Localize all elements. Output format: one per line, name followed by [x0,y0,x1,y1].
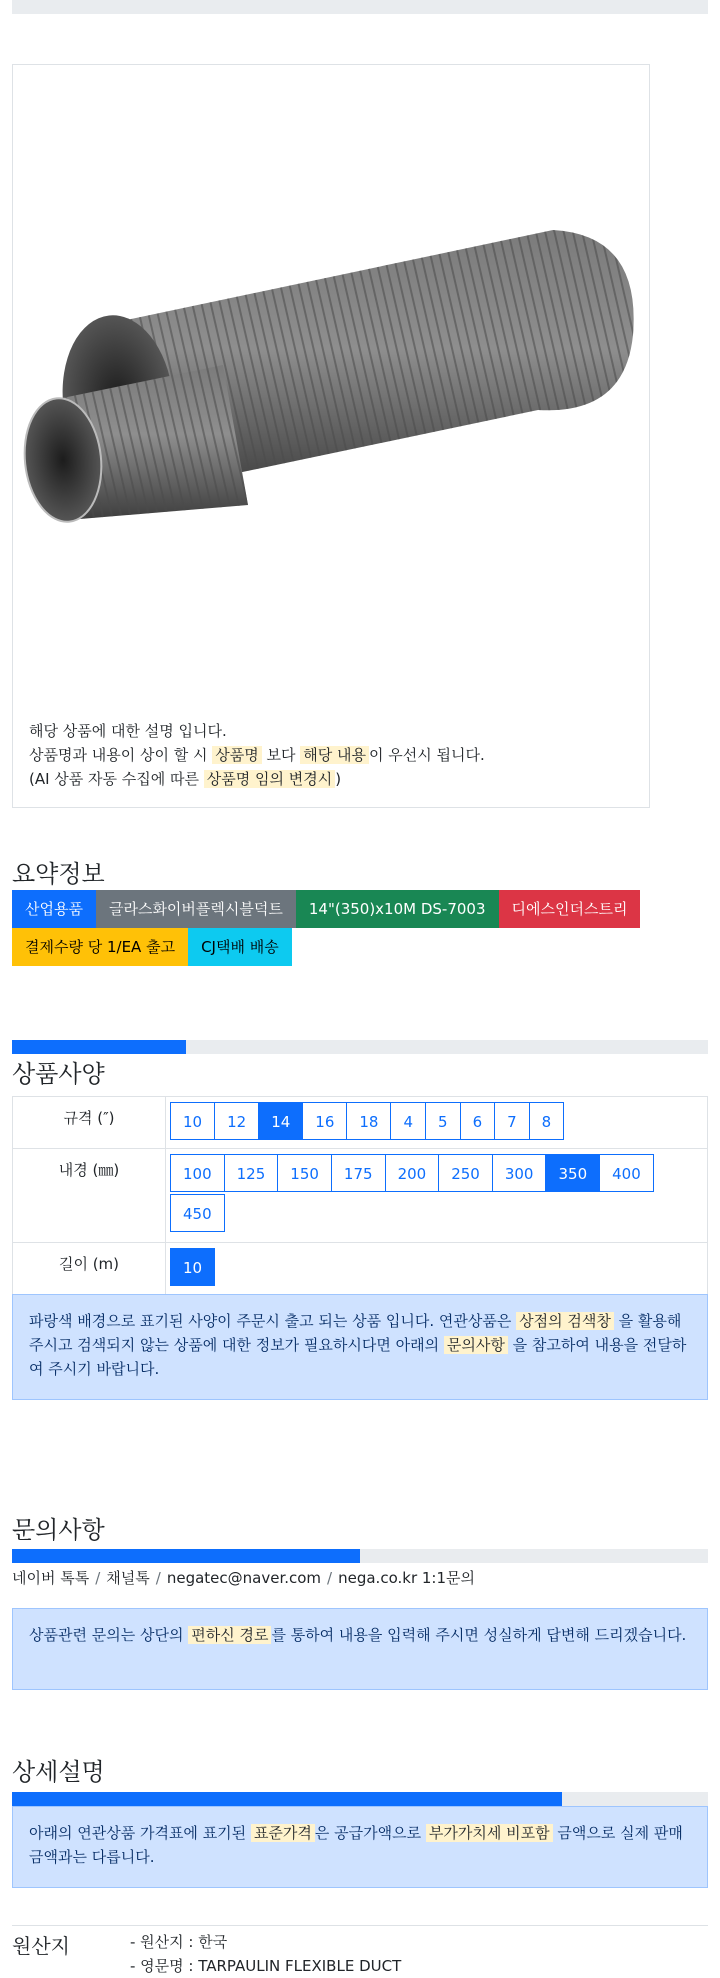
diameter-option-250[interactable]: 250 [438,1154,493,1192]
desc-text: 이 우선시 됩니다. [368,746,485,764]
detail-progress-fill [12,1792,562,1806]
notice-text: 을 참고하여 내용을 전달하여 주시기 바랍니다. [29,1336,687,1378]
notice-text: 파랑색 배경으로 표기된 사양이 주문시 출고 되는 상품 입니다. 연관상품은 [29,1312,517,1330]
size-option-4[interactable]: 4 [390,1102,426,1140]
notice-text: 를 통하여 내용을 입력해 주시면 성실하게 답변해 드리겠습니다. [271,1626,687,1644]
notice-text: 을 활용해 주시고 검색되지 않는 상품에 대한 정보가 필요하시다면 아래의 [29,1312,682,1354]
breadcrumb-separator: / [155,1569,161,1587]
badge-category: 산업용품 [12,890,96,928]
link-email[interactable]: negatec@naver.com [166,1569,322,1587]
highlight-name-change: 상품명 임의 변경시 [204,770,335,788]
link-channel-talk[interactable]: 채널톡 [106,1569,150,1587]
badge-maker: 디에스인더스트리 [499,890,641,928]
diameter-option-200[interactable]: 200 [385,1154,440,1192]
breadcrumb-separator: / [327,1569,333,1587]
origin-list [130,1930,401,1978]
diameter-option-100[interactable]: 100 [170,1154,225,1192]
spec-progress-bar [12,1040,708,1054]
diameter-option-450[interactable]: 450 [170,1194,225,1232]
inquiry-notice-alert [12,1608,708,1690]
spec-progress-fill [12,1040,186,1054]
desc-text: 상품명과 내용이 상이 할 시 [29,746,213,764]
product-description [29,719,485,791]
badge-model: 14"(350)x10M DS-7003 [296,890,499,928]
highlight-search: 상점의 검색창 [516,1312,614,1330]
desc-line-3 [29,767,485,791]
highlight-vat-excluded: 부가가치세 비포함 [426,1824,553,1842]
spec-row-diameter [13,1149,708,1243]
size-option-12[interactable]: 12 [214,1102,259,1140]
notice-text: 상품관련 문의는 상단의 [29,1626,189,1644]
desc-text: 보다 [261,746,301,764]
notice-text: 아래의 연관상품 가격표에 표기된 [29,1824,251,1842]
highlight-route: 편하신 경로 [188,1626,271,1644]
summary-title: 요약정보 [12,860,105,888]
highlight-product-name: 상품명 [212,746,261,764]
spec-label-length: 길이 (m) [13,1243,166,1295]
length-option-group [170,1248,703,1286]
inquiry-progress-bar [12,1549,708,1563]
highlight-inquiry: 문의사항 [444,1336,508,1354]
diameter-option-350[interactable]: 350 [545,1154,600,1192]
origin-divider [12,1925,708,1926]
product-image [13,65,649,705]
desc-line-2 [29,743,485,767]
desc-line-1: 해당 상품에 대한 설명 입니다. [29,722,227,740]
spec-label-diameter: 내경 (㎜) [13,1149,166,1243]
desc-text: (AI 상품 자동 수집에 따른 [29,770,204,788]
link-naver-talk[interactable]: 네이버 톡톡 [12,1569,90,1587]
badge-shipping: CJ택배 배송 [188,928,292,966]
notice-text: 은 공급가액으로 [314,1824,426,1842]
detail-notice-alert [12,1806,708,1888]
summary-badges [12,890,712,966]
size-option-14[interactable]: 14 [258,1102,303,1140]
size-option-7[interactable]: 7 [494,1102,530,1140]
spec-options-size [166,1097,708,1149]
diameter-option-125[interactable]: 125 [224,1154,279,1192]
spec-notice-alert [12,1294,708,1400]
diameter-option-300[interactable]: 300 [492,1154,547,1192]
size-option-8[interactable]: 8 [529,1102,565,1140]
size-option-5[interactable]: 5 [425,1102,461,1140]
origin-country: - 원산지 : 한국 [130,1933,228,1951]
size-option-18[interactable]: 18 [346,1102,391,1140]
top-progress-bar [12,0,708,14]
diameter-option-175[interactable]: 175 [331,1154,386,1192]
spec-row-length [13,1243,708,1295]
breadcrumb-separator: / [95,1569,101,1587]
desc-text: ) [335,770,342,788]
size-option-6[interactable]: 6 [460,1102,496,1140]
origin-english-name: - 영문명 : TARPAULIN FLEXIBLE DUCT [130,1957,402,1975]
diameter-option-150[interactable]: 150 [277,1154,332,1192]
link-site-inquiry[interactable]: nega.co.kr 1:1문의 [338,1569,475,1587]
badge-product-type: 글라스화이버플렉시블덕트 [96,890,296,928]
spec-title: 상품사양 [12,1060,105,1088]
spec-options-diameter [166,1149,708,1243]
detail-title: 상세설명 [12,1758,105,1786]
detail-progress-bar [12,1792,708,1806]
product-image-card [12,64,650,808]
notice-text: 금액으로 실제 판매금액과는 다릅니다. [29,1824,683,1866]
diameter-option-group [170,1154,703,1232]
badge-quantity: 결제수량 당 1/EA 출고 [12,928,188,966]
inquiry-progress-fill [12,1549,360,1563]
spec-row-size [13,1097,708,1149]
inquiry-title: 문의사항 [12,1516,105,1544]
highlight-standard-price: 표준가격 [251,1824,315,1842]
size-option-group [170,1102,703,1140]
highlight-content: 해당 내용 [300,746,369,764]
length-option-10[interactable]: 10 [170,1248,215,1286]
diameter-option-400[interactable]: 400 [599,1154,654,1192]
inquiry-breadcrumb [12,1567,475,1588]
spec-label-size: 규격 (″) [13,1097,166,1149]
origin-title: 원산지 [12,1934,70,1958]
size-option-10[interactable]: 10 [170,1102,215,1140]
spec-table [12,1096,708,1295]
size-option-16[interactable]: 16 [302,1102,347,1140]
spec-options-length [166,1243,708,1295]
